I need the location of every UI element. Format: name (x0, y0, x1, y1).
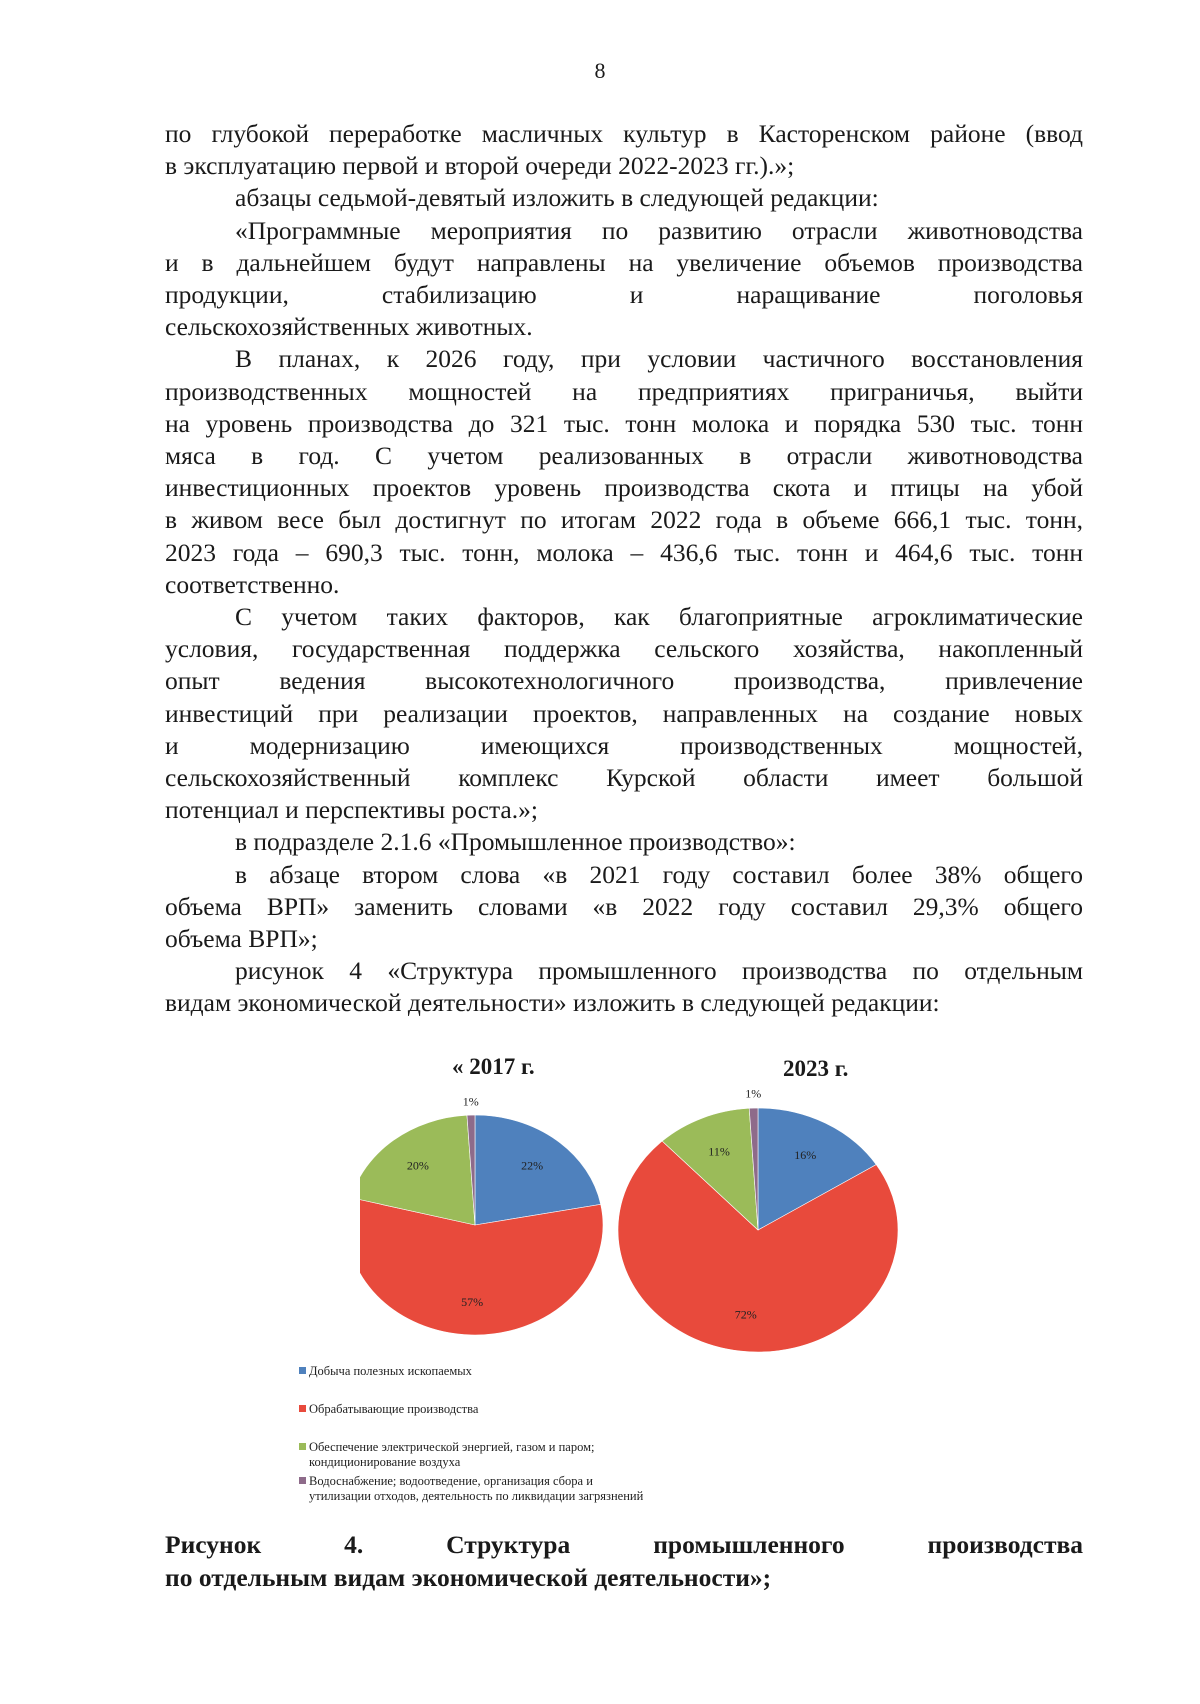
text-line: в живом весе был достигнут по итогам 2022 года в объеме 666,1 тыс. тонн, (165, 505, 1083, 535)
text-line: опыт ведения высокотехнологичного производства, привлечение (165, 666, 1083, 696)
text-line: сельскохозяйственный комплекс Курской области имеет большой (165, 763, 1083, 793)
legend-swatch (299, 1477, 306, 1484)
text-line: 2023 года – 690,3 тыс. тонн, молока – 436,6 тыс. тонн и 464,6 тыс. тонн (165, 537, 1083, 567)
legend-item-manufacturing (299, 1402, 478, 1417)
caption-line: по отдельным видам экономической деятельности»; (165, 1563, 772, 1592)
text-line: по глубокой переработке масличных культур в Касторенском районе (ввод (165, 119, 1083, 148)
legend-swatch (299, 1405, 306, 1412)
text-line: абзацы седьмой-девятый изложить в следующей редакции: (235, 183, 879, 213)
pie-data-label: 22% (521, 1158, 544, 1173)
text-line: сельскохозяйственных животных. (165, 312, 533, 342)
text-line: мяса в год. С учетом реализованных в отрасли животноводства (165, 441, 1083, 471)
text-line: потенциал и перспективы роста.»; (165, 795, 538, 825)
legend-label: кондиционирование воздуха (309, 1455, 461, 1469)
pie-data-label: 72% (734, 1307, 757, 1322)
chart-title-2017: « 2017 г. (452, 1054, 535, 1079)
legend-label: Добыча полезных ископаемых (309, 1364, 472, 1378)
text-line: и в дальнейшем будут направлены на увеличение объемов производства (165, 247, 1083, 277)
text-line: объема ВРП» заменить словами «в 2022 году составил 29,3% общего (165, 891, 1083, 921)
page-number: 8 (594, 58, 606, 83)
legend-label: Водоснабжение; водоотведение, организация сбора и (309, 1474, 593, 1488)
pie-data-label: 11% (708, 1144, 730, 1159)
text-line: в подразделе 2.1.6 «Промышленное производство»: (235, 827, 796, 857)
text-line: инвестиций при реализации проектов, направленных на создание новых (165, 698, 1083, 728)
text-line: С учетом таких факторов, как благоприятные агроклиматические (235, 602, 1083, 632)
figure-caption (165, 1528, 1083, 1594)
chart-title-2023: 2023 г. (783, 1056, 849, 1081)
legend-swatch (299, 1367, 306, 1374)
document-body (165, 118, 1083, 1020)
caption-line: Рисунок 4. Структура промышленного производства (165, 1530, 1083, 1559)
legend-swatch (299, 1443, 306, 1450)
legend-item-mining (299, 1364, 472, 1379)
text-line: соответственно. (165, 569, 340, 599)
legend-item-water (299, 1474, 643, 1504)
legend-item-energy (299, 1440, 594, 1470)
text-line: и модернизацию имеющихся производственных мощностей, (165, 730, 1083, 760)
pie-data-label: 57% (461, 1294, 484, 1309)
text-line: в эксплуатацию первой и второй очереди 2022-2023 гг.).»; (165, 151, 795, 181)
legend-label: утилизации отходов, деятельность по ликвидации загрязнений (309, 1489, 644, 1503)
pie-charts-svg (360, 1050, 980, 1370)
text-line: производственных мощностей на предприятиях приграничья, выйти (165, 376, 1083, 406)
pie-data-label: 1% (462, 1094, 479, 1109)
pie-data-label: 20% (406, 1158, 429, 1173)
pie-data-label: 1% (745, 1086, 762, 1101)
text-line: в абзаце втором слова «в 2021 году составил более 38% общего (235, 859, 1083, 889)
text-line: условия, государственная поддержка сельского хозяйства, накопленный (165, 634, 1083, 664)
text-line: инвестиционных проектов уровень производства скота и птицы на убой (165, 473, 1083, 503)
text-line: рисунок 4 «Структура промышленного производства по отдельным (235, 956, 1083, 986)
legend-label: Обрабатывающие производства (309, 1402, 479, 1416)
pie-data-label: 16% (794, 1148, 817, 1163)
text-line: продукции, стабилизацию и наращивание поголовья (165, 280, 1083, 310)
text-line: В планах, к 2026 году, при условии частичного восстановления (235, 344, 1083, 374)
text-line: объема ВРП»; (165, 924, 318, 954)
text-line: «Программные мероприятия по развитию отрасли животноводства (235, 215, 1083, 245)
legend-label: Обеспечение электрической энергией, газом и паром; (309, 1440, 595, 1454)
text-line: на уровень производства до 321 тыс. тонн молока и порядка 530 тыс. тонн (165, 408, 1083, 438)
text-line: видам экономической деятельности» изложить в следующей редакции: (165, 988, 940, 1018)
